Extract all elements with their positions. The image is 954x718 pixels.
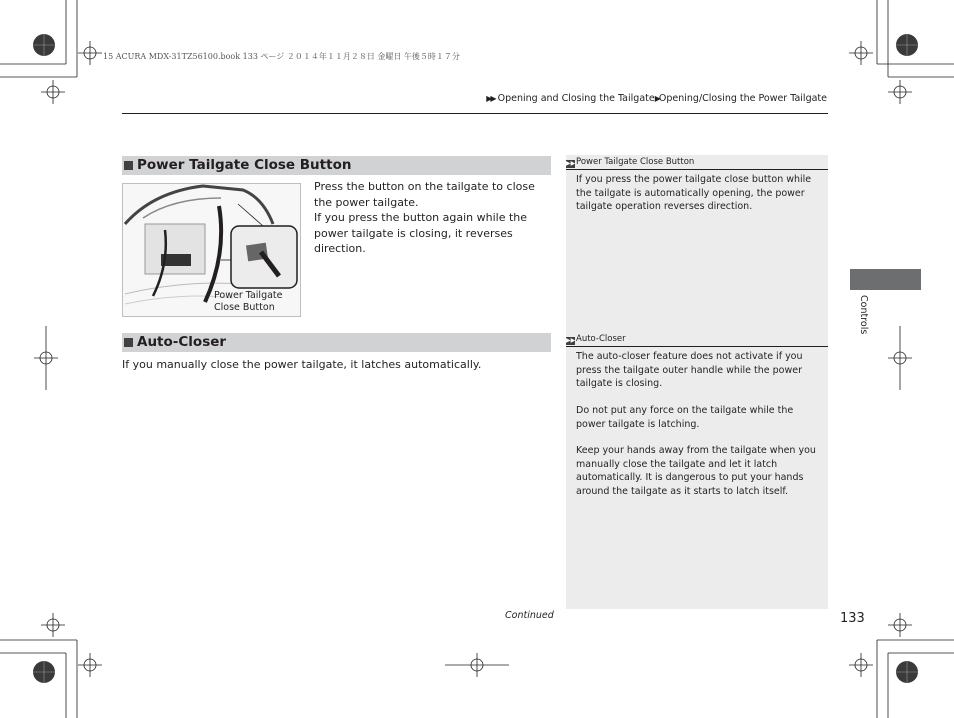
heading-square-icon — [124, 338, 133, 347]
page-number: 133 — [840, 611, 865, 626]
note-heading-auto-closer: ▶▶Auto-Closer — [566, 334, 626, 344]
close-button-paragraph-2: If you press the button again while the power tailgate is closing, it reverses direction. — [314, 211, 528, 255]
note-text-auto-closer-1: The auto-closer feature does not activate if you press the tailgate outer handle while the power tailgate is closing. — [576, 351, 803, 389]
note-icon: ▶▶ — [566, 337, 576, 344]
header-rule — [122, 113, 828, 114]
chapter-tab-label: Controls — [858, 295, 869, 335]
section-heading-auto-closer — [122, 333, 551, 352]
print-header: 15 ACURA MDX-31TZ56100.book 133 ページ ２０１４年１１月２８日 金曜日 午後５時１７分 — [103, 52, 460, 61]
breadcrumb-arrow-icon: ▶▶ — [486, 94, 495, 103]
breadcrumb-separator-icon: ▶ — [654, 94, 659, 103]
heading-square-icon — [124, 161, 133, 170]
section-heading-text: Power Tailgate Close Button — [137, 157, 352, 173]
auto-closer-paragraph: If you manually close the power tailgate, it latches automatically. — [122, 358, 482, 371]
note-text-auto-closer-3: Keep your hands away from the tailgate when you manually close the tailgate and let it latch automatically. It is dangerous to put your hands around the tailgate as it starts to latch itself. — [576, 445, 816, 497]
illustration-caption: Power Tailgate Close Button — [214, 290, 283, 313]
note-text-close-button: If you press the power tailgate close button while the tailgate is automatically opening, the power tailgate operation reverses direction. — [576, 174, 812, 212]
note-text-auto-closer-2: Do not put any force on the tailgate while the power tailgate is latching. — [576, 405, 794, 430]
note-heading-close-button: ▶▶Power Tailgate Close Button — [566, 157, 695, 167]
chapter-tab[interactable] — [850, 269, 921, 290]
section-heading-text: Auto-Closer — [137, 334, 227, 350]
note-icon: ▶▶ — [566, 160, 576, 167]
note-divider — [566, 346, 828, 347]
section-heading-close-button — [122, 156, 551, 175]
close-button-paragraph-1: Press the button on the tailgate to close the power tailgate. — [314, 180, 535, 209]
breadcrumb-section[interactable]: Opening and Closing the Tailgate — [497, 93, 655, 104]
breadcrumb — [486, 93, 827, 104]
breadcrumb-subsection[interactable]: Opening/Closing the Power Tailgate — [658, 93, 827, 104]
continued-label: Continued — [505, 610, 554, 621]
note-divider — [566, 169, 828, 170]
